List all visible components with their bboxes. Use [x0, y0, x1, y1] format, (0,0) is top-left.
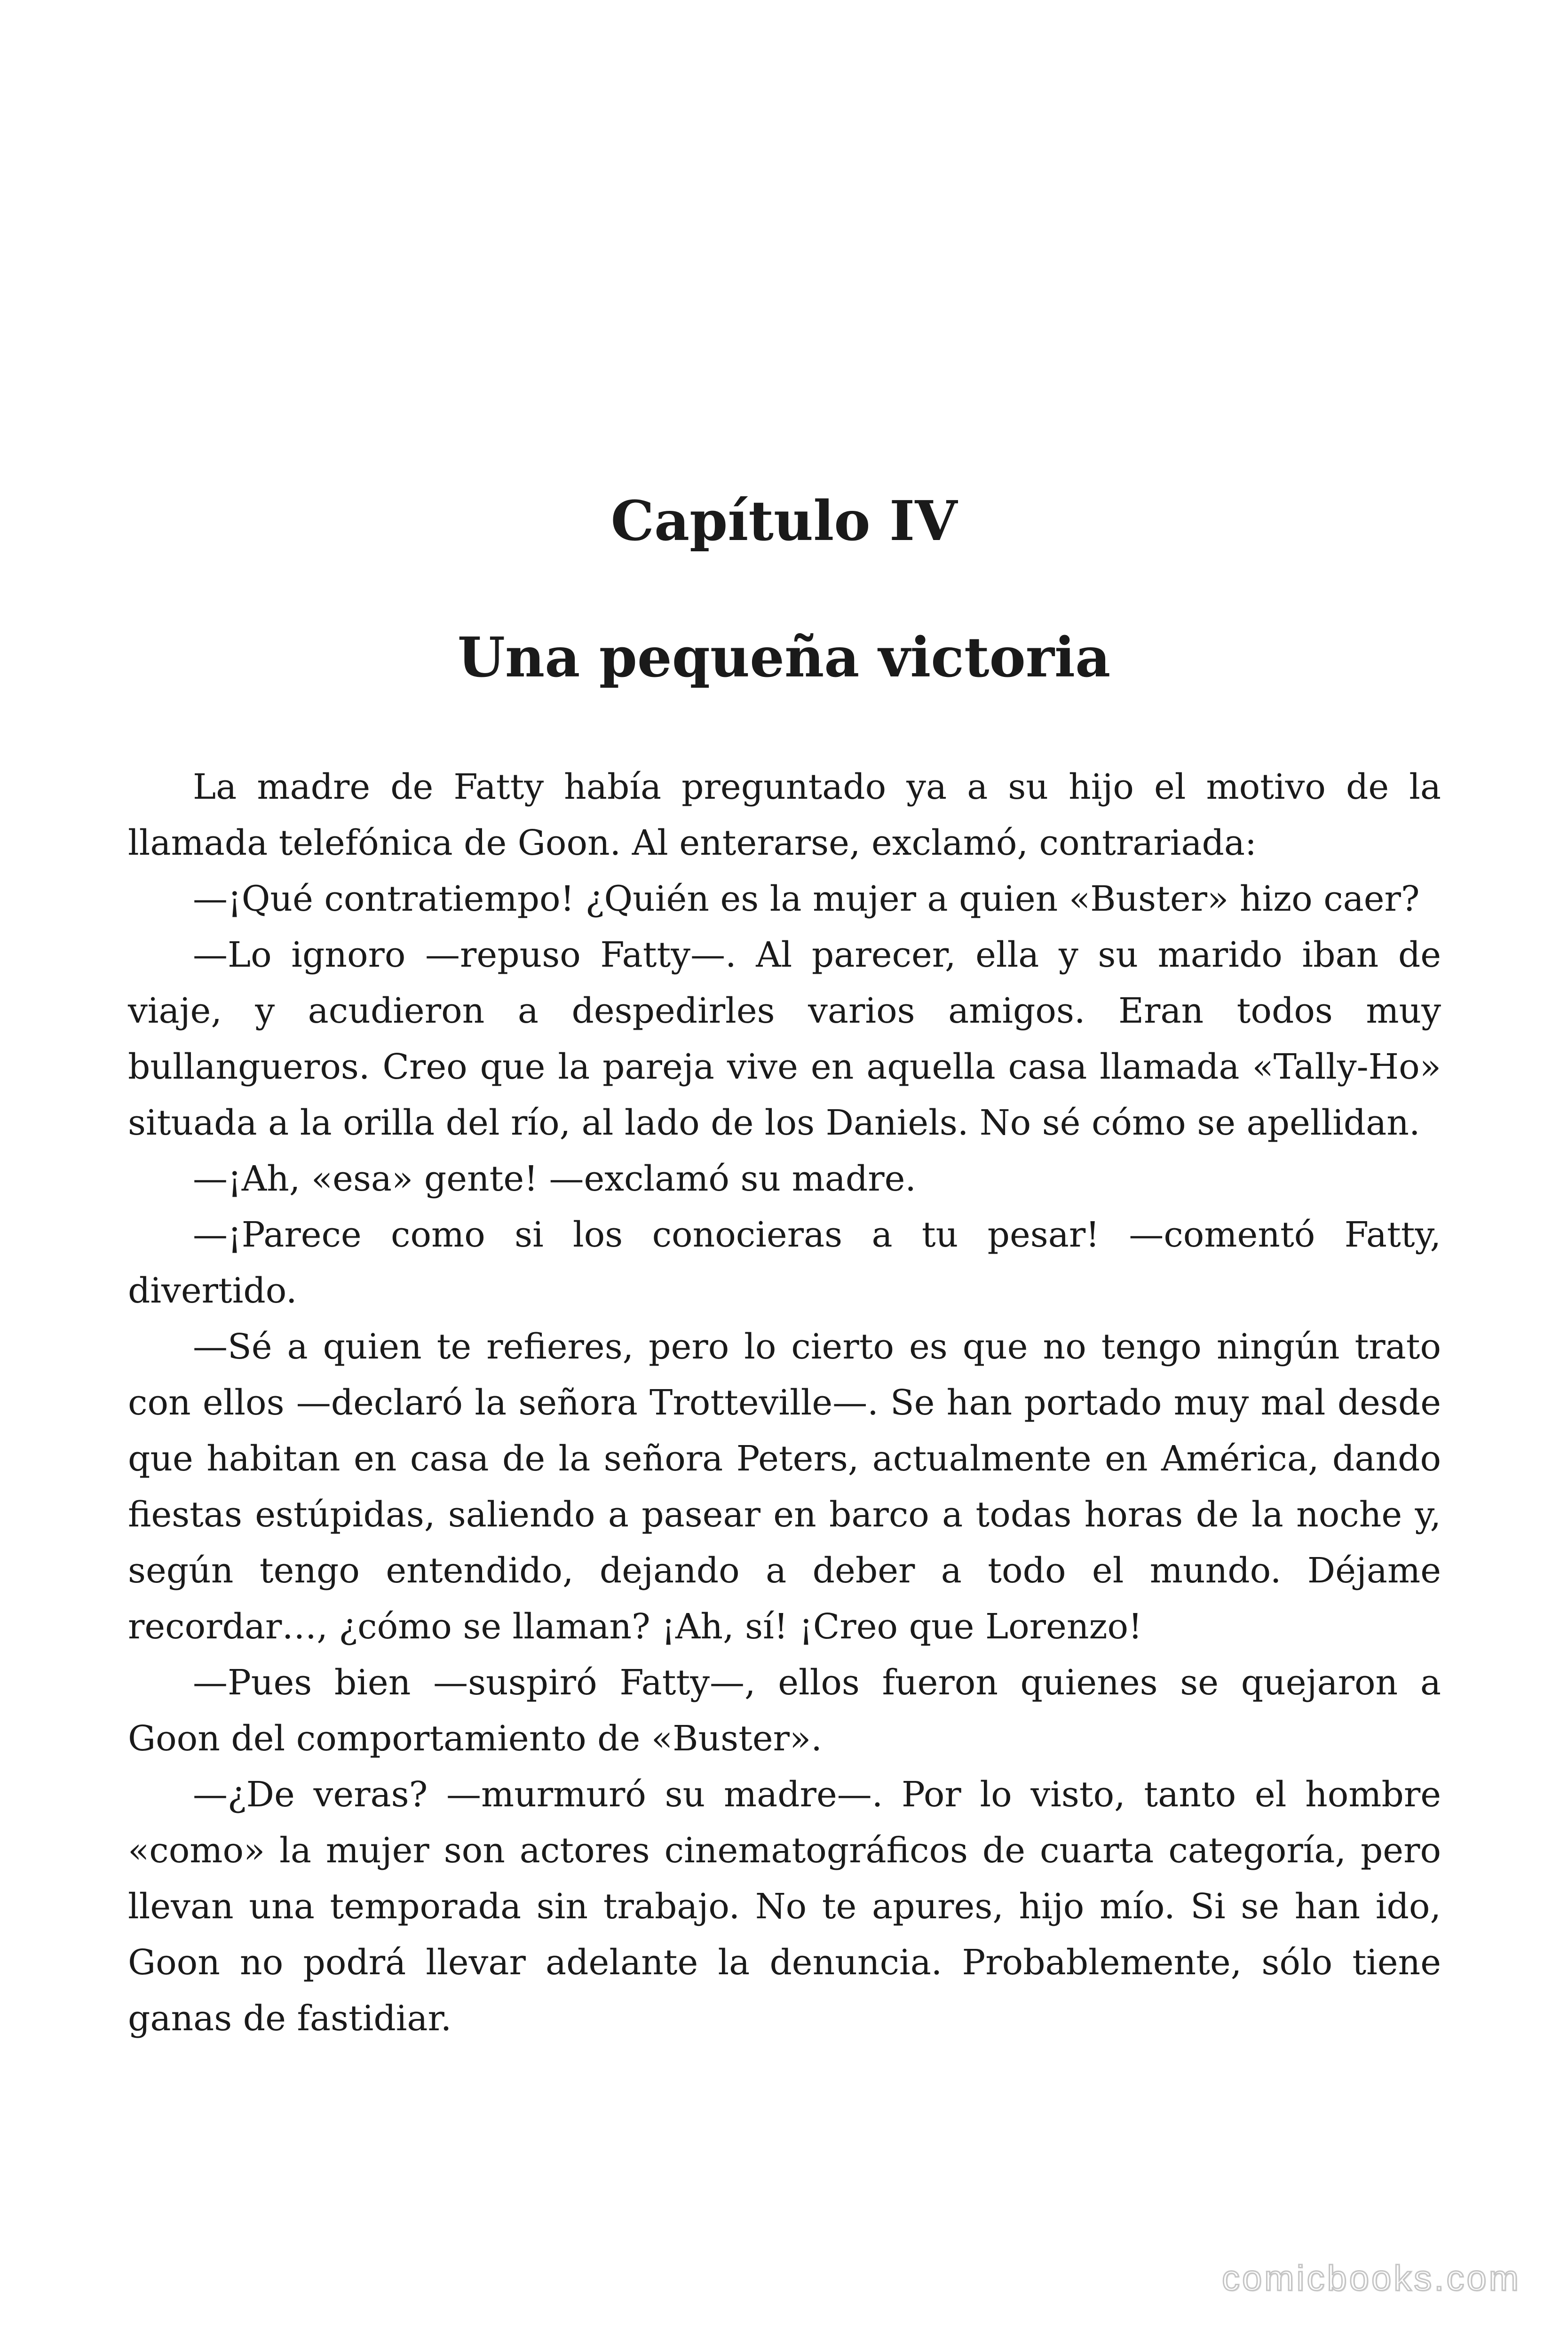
watermark: comicbooks.com — [1222, 2258, 1521, 2298]
paragraph: —Pues bien —suspiró Fatty—, ellos fueron quienes se quejaron a Goon del comportamiento de «Buster». — [128, 1662, 1441, 1759]
paragraph: —¡Ah, «esa» gente! —exclamó su madre. — [193, 1159, 916, 1199]
paragraph: —Sé a quien te refieres, pero lo cierto es que no tengo ningún trato con ellos —declaró la señora Trotteville—. Se han portado muy mal desde que habitan en casa de la señora Peters, actualmente en América, dando fiestas estúpidas, saliendo a pasear en barco a todas horas de la noche y, según tengo entendido, dejando a deber a todo el mundo. Déjame recordar…, ¿cómo se llaman? ¡Ah, sí! ¡Creo que Lorenzo! — [128, 1327, 1441, 1647]
paragraph: La madre de Fatty había preguntado ya a su hijo el motivo de la llamada telefónica de Goon. Al enterarse, exclamó, contrariada: — [128, 767, 1441, 863]
paragraph: —¿De veras? —murmuró su madre—. Por lo visto, tanto el hombre «como» la mujer son actores cinematográficos de cuarta categoría, pero llevan una temporada sin trabajo. No te apures, hijo mío. Si se han ido, Goon no podrá llevar adelante la denuncia. Probablemente, sólo tiene ganas de fastidiar. — [128, 1774, 1441, 2039]
chapter-number: Capítulo IV — [610, 489, 958, 553]
paragraph: —Lo ignoro —repuso Fatty—. Al parecer, ella y su marido iban de viaje, y acudieron a despedirles varios amigos. Eran todos muy bullangueros. Creo que la pareja vive en aquella casa llamada «Tally-Ho» situada a la orilla del río, al lado de los Daniels. No sé cómo se apellidan. — [128, 935, 1441, 1143]
paragraph: —¡Qué contratiempo! ¿Quién es la mujer a quien «Buster» hizo caer? — [193, 879, 1420, 919]
paragraph: —¡Parece como si los conocieras a tu pesar! —comentó Fatty, divertido. — [128, 1215, 1441, 1311]
chapter-body — [128, 759, 1441, 2047]
chapter-title: Una pequeña victoria — [457, 626, 1111, 690]
